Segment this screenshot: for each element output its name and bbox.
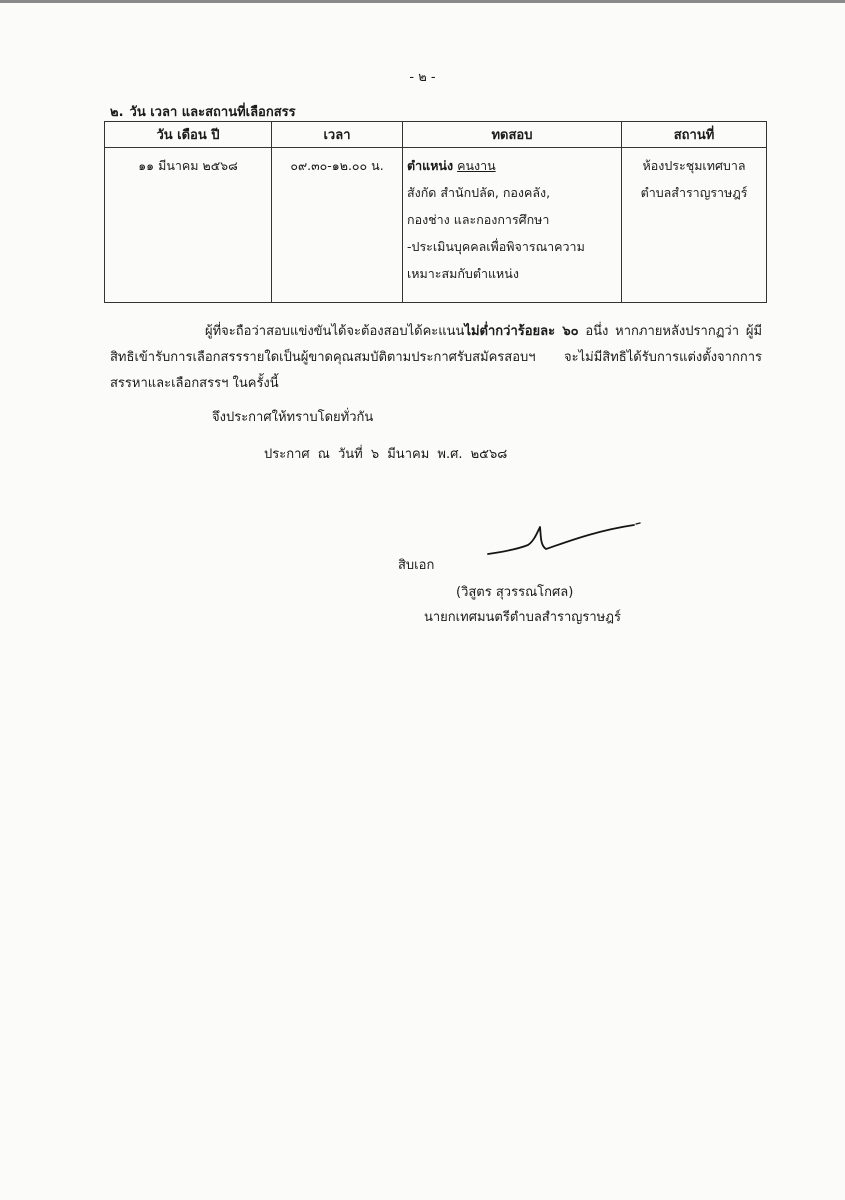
test-line-3: -ประเมินบุคคลเพื่อพิจารณาความ [407, 239, 585, 254]
schedule-table [104, 121, 767, 303]
body-paragraph [110, 319, 762, 397]
table-row [105, 148, 767, 303]
cell-test [403, 148, 622, 303]
header-time: เวลา [272, 122, 403, 148]
closing-text: จึงประกาศให้ทราบโดยทั่วกัน [212, 410, 374, 425]
signer-title: นายกเทศมนตรีตำบลสำราญราษฎร์ [424, 610, 621, 625]
signer-rank: สิบเอก [398, 558, 435, 573]
test-line-4: เหมาะสมกับตำแหน่ง [407, 266, 519, 281]
signer-name: (วิสูตร สุวรรณโกศล) [456, 585, 574, 600]
scan-top-border [0, 0, 845, 3]
body-part-1: ผู้ที่จะถือว่าสอบแข่งขันได้จะต้องสอบได้คะแนน [205, 324, 465, 339]
header-place: สถานที่ [622, 122, 767, 148]
position-name: คนงาน [457, 158, 496, 173]
section-heading-text: วัน เวลา และสถานที่เลือกสรร [129, 105, 296, 120]
place-line-1: ห้องประชุมเทศบาล [642, 158, 746, 173]
header-test: ทดสอบ [403, 122, 622, 148]
body-part-2: อนึ่ง หากภายหลังปรากฏว่า ผู้มีสิทธิเข้ารับการเลือกสรรรายใดเป็นผู้ขาดคุณสมบัติตามประกาศรับสมัครสอบฯ จะไม่มีสิทธิได้รับการแต่งตั้งจากการสรรหาและเลือกสรรฯ ในครั้งนี้ [110, 324, 763, 391]
announcement-date: ประกาศ ณ วันที่ ๖ มีนาคม พ.ศ. ๒๕๖๘ [264, 447, 508, 462]
test-line-2: กองช่าง และกองการศึกษา [407, 212, 550, 227]
cell-date: ๑๑ มีนาคม ๒๕๖๘ [105, 148, 272, 303]
place-line-2: ตำบลสำราญราษฎร์ [640, 185, 748, 200]
position-label: ตำแหน่ง [407, 158, 454, 173]
cell-time: ๐๙.๓๐-๑๒.๐๐ น. [272, 148, 403, 303]
page-number: - ๒ - [409, 70, 436, 85]
header-date: วัน เดือน ปี [105, 122, 272, 148]
test-line-1: สังกัด สำนักปลัด, กองคลัง, [407, 185, 551, 200]
section-heading [110, 101, 296, 122]
cell-place [622, 148, 767, 303]
section-number: ๒. [110, 105, 124, 120]
signature-mark [484, 519, 644, 561]
body-bold-score: ไม่ต่ำกว่าร้อยละ ๖๐ [464, 324, 579, 339]
position-line [407, 152, 617, 179]
table-header-row [105, 122, 767, 148]
